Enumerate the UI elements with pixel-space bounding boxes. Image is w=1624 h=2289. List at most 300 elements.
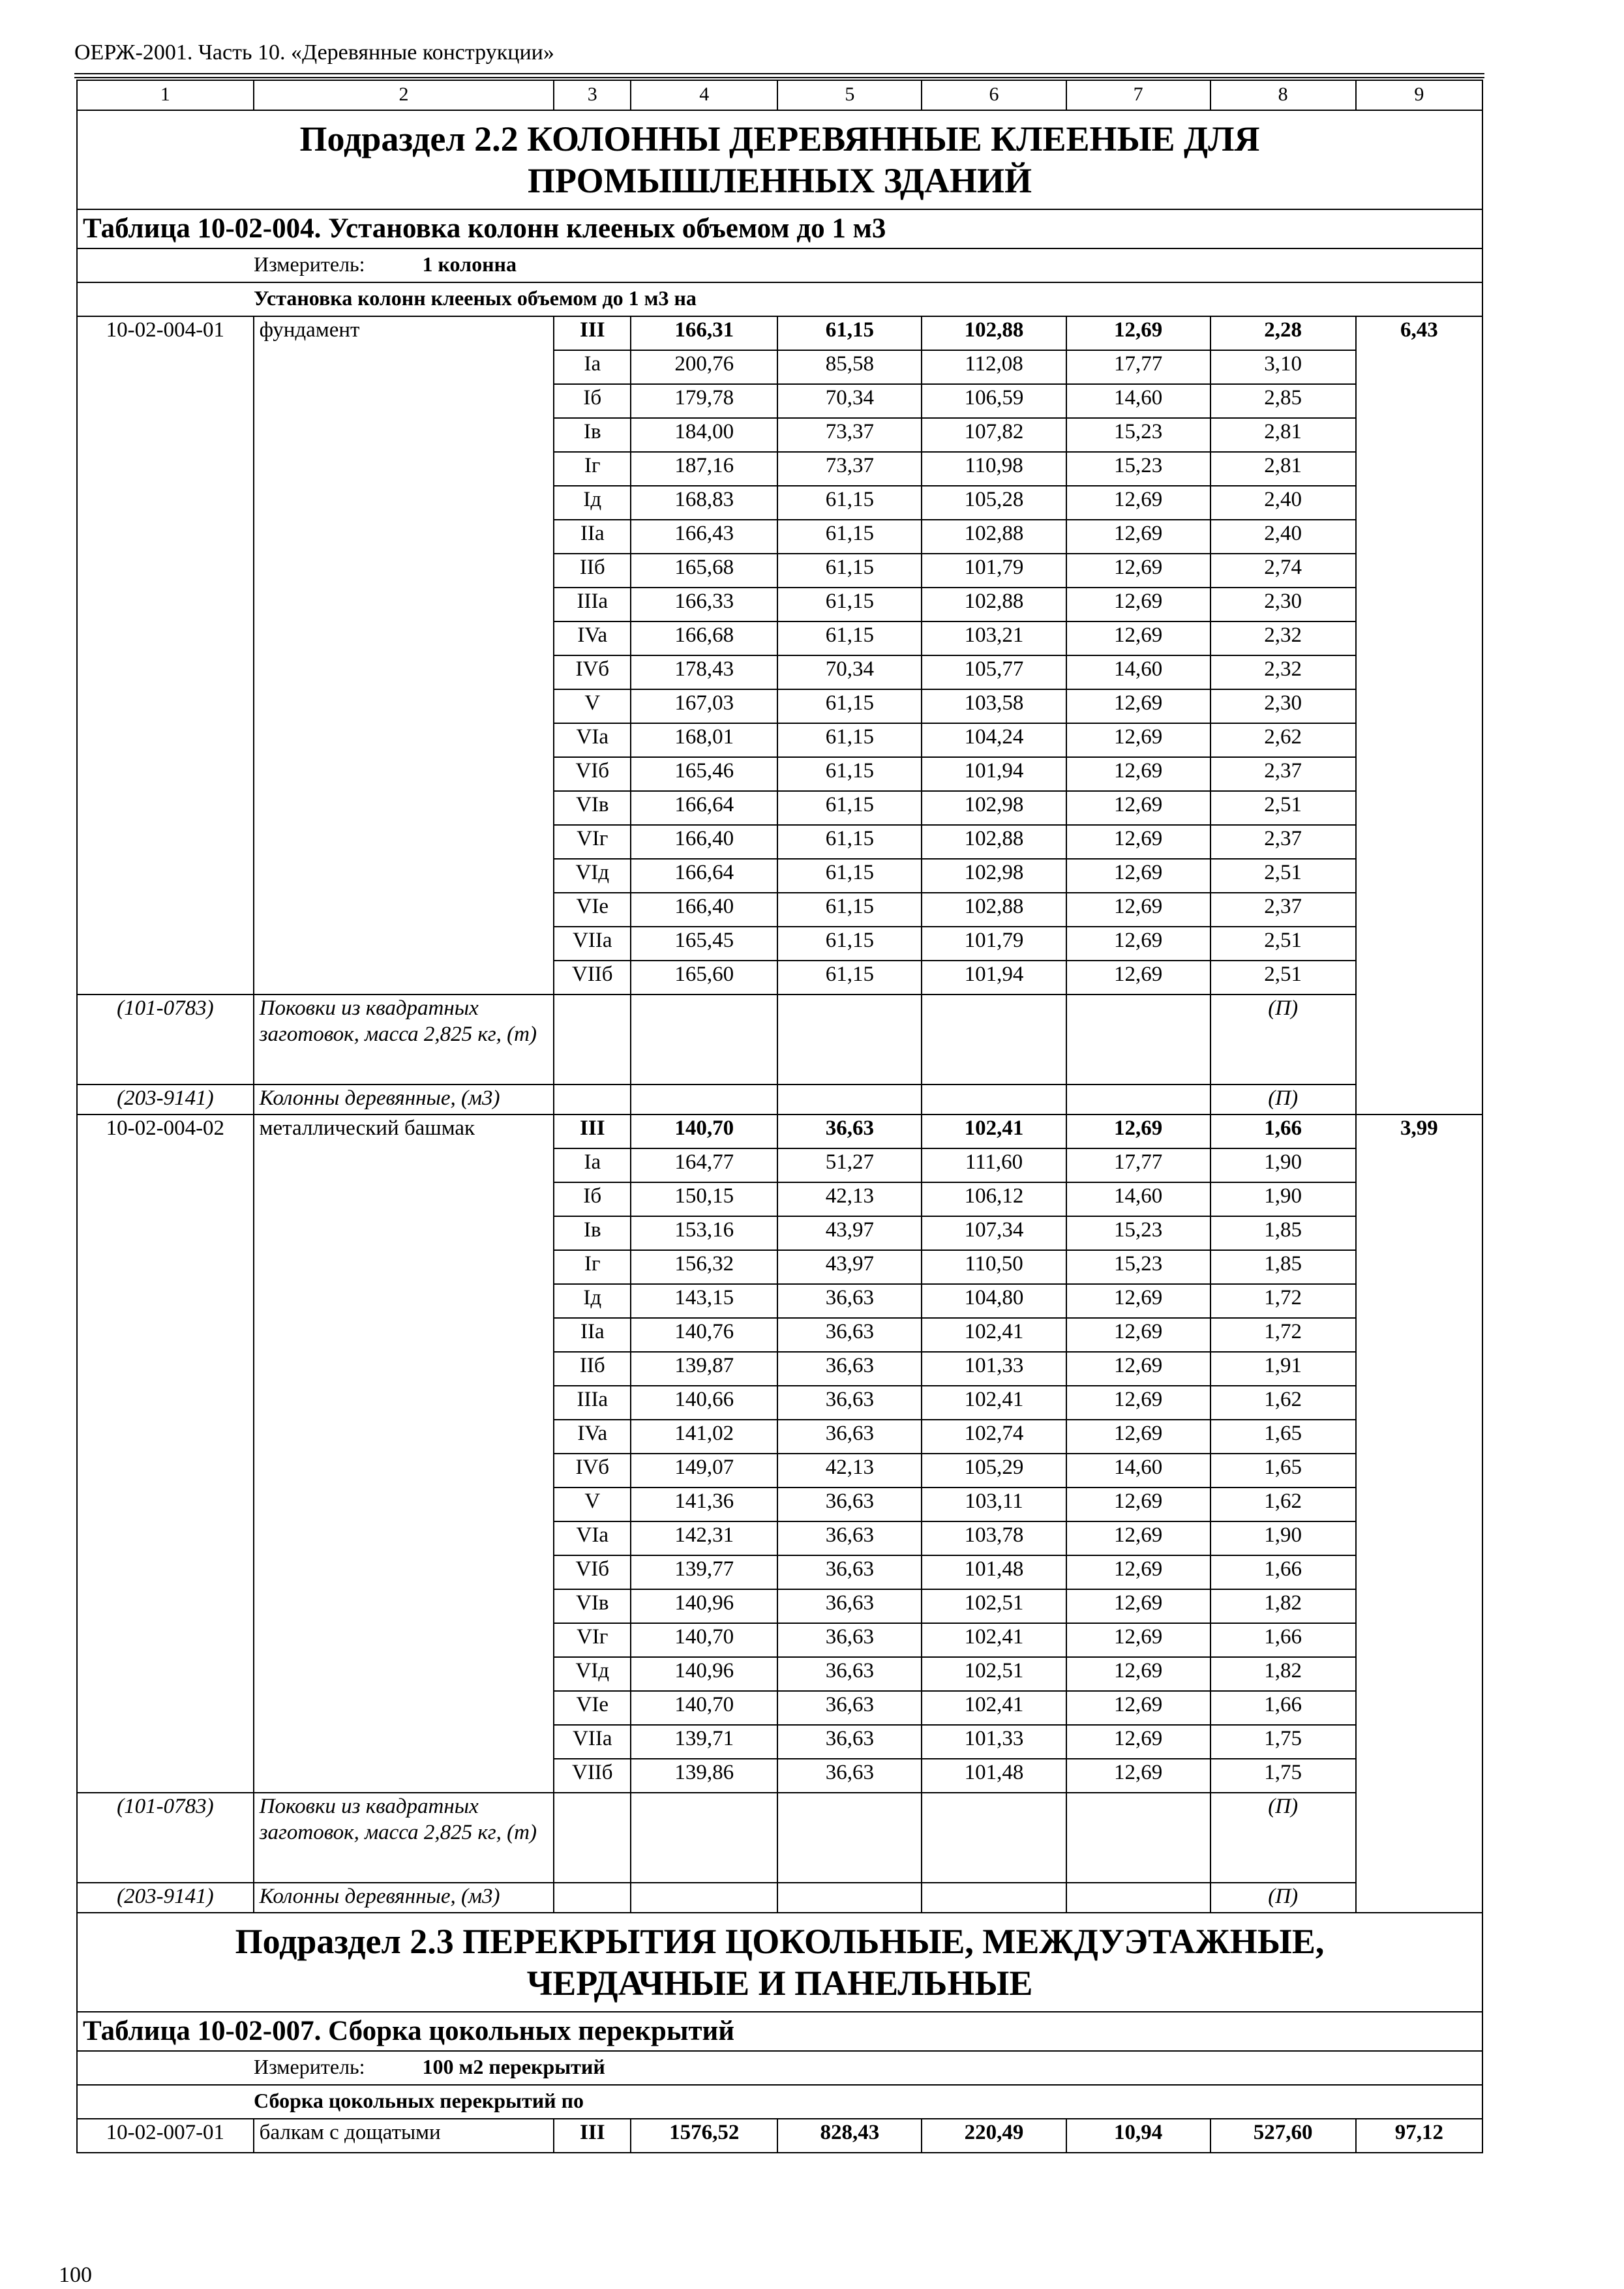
value-cell: 2,40 xyxy=(1210,520,1356,554)
value-cell: 12,69 xyxy=(1066,961,1210,995)
measure-label: Измеритель: xyxy=(254,252,365,276)
value-cell: 12,69 xyxy=(1066,1759,1210,1793)
value-cell: 36,63 xyxy=(777,1657,922,1691)
zone-cell: IVб xyxy=(554,1454,631,1488)
zone-cell: IIa xyxy=(554,1318,631,1352)
value-cell: 165,60 xyxy=(631,961,777,995)
value-cell: 2,74 xyxy=(1210,554,1356,588)
value-cell: 168,83 xyxy=(631,486,777,520)
zone-cell: IVa xyxy=(554,621,631,655)
zone-cell: Iд xyxy=(554,1284,631,1318)
value-cell: 12,69 xyxy=(1066,1657,1210,1691)
zone-cell: VIг xyxy=(554,1623,631,1657)
value-cell: 166,43 xyxy=(631,520,777,554)
empty-cell xyxy=(777,995,922,1085)
empty-cell xyxy=(1066,1883,1210,1913)
table-title-row-2 xyxy=(77,2012,1482,2051)
value-cell: 61,15 xyxy=(777,859,922,893)
value-cell: 104,80 xyxy=(922,1284,1066,1318)
page-header: ОЕРЖ-2001. Часть 10. «Деревянные конструкции» xyxy=(74,40,554,65)
empty-cell xyxy=(777,1793,922,1883)
zone-cell: Iв xyxy=(554,1216,631,1250)
value-cell: 12,69 xyxy=(1066,554,1210,588)
measure-row-2 xyxy=(77,2051,1482,2085)
value-cell: 1,82 xyxy=(1210,1589,1356,1623)
value-cell: 1,72 xyxy=(1210,1318,1356,1352)
value-cell: 143,15 xyxy=(631,1284,777,1318)
value-cell: 17,77 xyxy=(1066,1148,1210,1182)
value-cell: 1,85 xyxy=(1210,1216,1356,1250)
value-cell: 140,70 xyxy=(631,1115,777,1148)
zone-cell: Iб xyxy=(554,384,631,418)
table-title-row xyxy=(77,209,1482,248)
value-cell: 200,76 xyxy=(631,350,777,384)
set-name-row xyxy=(77,282,1482,316)
resource-value: (П) xyxy=(1210,1085,1356,1115)
item-code: 10-02-007-01 xyxy=(77,2119,254,2153)
value-cell: 12,69 xyxy=(1066,927,1210,961)
zone-cell: VIг xyxy=(554,825,631,859)
col-num: 8 xyxy=(1210,80,1356,110)
value-cell: 2,51 xyxy=(1210,927,1356,961)
zone-cell: Iв xyxy=(554,418,631,452)
value-cell: 61,15 xyxy=(777,621,922,655)
item-name: балкам с дощатыми xyxy=(254,2119,554,2153)
value-cell: 36,63 xyxy=(777,1759,922,1793)
total-cell: 3,99 xyxy=(1356,1115,1482,1913)
value-cell: 1576,52 xyxy=(631,2119,777,2153)
value-cell: 12,69 xyxy=(1066,621,1210,655)
value-cell: 12,69 xyxy=(1066,1352,1210,1386)
zone-cell: IIб xyxy=(554,1352,631,1386)
value-cell: 184,00 xyxy=(631,418,777,452)
zone-cell: III xyxy=(554,316,631,350)
measure-value: 1 колонна xyxy=(422,252,517,276)
value-cell: 42,13 xyxy=(777,1182,922,1216)
resource-code: (203-9141) xyxy=(77,1883,254,1913)
rates-table xyxy=(76,80,1483,2153)
value-cell: 36,63 xyxy=(777,1623,922,1657)
value-cell: 220,49 xyxy=(922,2119,1066,2153)
item-code: 10-02-004-01 xyxy=(77,316,254,995)
value-cell: 1,66 xyxy=(1210,1115,1356,1148)
empty-cell xyxy=(922,1085,1066,1115)
empty-cell xyxy=(554,1793,631,1883)
value-cell: 2,85 xyxy=(1210,384,1356,418)
resource-name: Поковки из квадратных заготовок, масса 2,825 кг, (т) xyxy=(254,995,554,1085)
value-cell: 102,88 xyxy=(922,825,1066,859)
zone-cell: IIa xyxy=(554,520,631,554)
value-cell: 139,86 xyxy=(631,1759,777,1793)
value-cell: 2,81 xyxy=(1210,452,1356,486)
zone-cell: Iб xyxy=(554,1182,631,1216)
value-cell: 12,69 xyxy=(1066,791,1210,825)
zone-cell: VIв xyxy=(554,791,631,825)
value-cell: 140,76 xyxy=(631,1318,777,1352)
value-cell: 102,41 xyxy=(922,1115,1066,1148)
value-cell: 61,15 xyxy=(777,723,922,757)
value-cell: 36,63 xyxy=(777,1318,922,1352)
value-cell: 12,69 xyxy=(1066,1691,1210,1725)
empty-cell xyxy=(554,1085,631,1115)
resource-code: (101-0783) xyxy=(77,995,254,1085)
col-num: 4 xyxy=(631,80,777,110)
col-num: 3 xyxy=(554,80,631,110)
value-cell: 1,66 xyxy=(1210,1691,1356,1725)
set-name-row-2 xyxy=(77,2085,1482,2119)
value-cell: 43,97 xyxy=(777,1250,922,1284)
value-cell: 36,63 xyxy=(777,1284,922,1318)
value-cell: 102,41 xyxy=(922,1318,1066,1352)
value-cell: 2,30 xyxy=(1210,689,1356,723)
subsection-title-line1: Подраздел 2.3 ПЕРЕКРЫТИЯ ЦОКОЛЬНЫЕ, МЕЖДУЭТАЖНЫЕ, xyxy=(235,1922,1325,1961)
value-cell: 36,63 xyxy=(777,1555,922,1589)
table-title: Таблица 10-02-004. Установка колонн клееных объемом до 1 м3 xyxy=(77,209,1482,248)
zone-cell: IIб xyxy=(554,554,631,588)
table-title: Таблица 10-02-007. Сборка цокольных перекрытий xyxy=(77,2012,1482,2051)
value-cell: 166,31 xyxy=(631,316,777,350)
zone-cell: Iд xyxy=(554,486,631,520)
value-cell: 2,30 xyxy=(1210,588,1356,621)
value-cell: 139,77 xyxy=(631,1555,777,1589)
value-cell: 2,40 xyxy=(1210,486,1356,520)
value-cell: 12,69 xyxy=(1066,1488,1210,1521)
value-cell: 36,63 xyxy=(777,1420,922,1454)
value-cell: 105,28 xyxy=(922,486,1066,520)
resource-code: (101-0783) xyxy=(77,1793,254,1883)
value-cell: 12,69 xyxy=(1066,893,1210,927)
value-cell: 2,62 xyxy=(1210,723,1356,757)
zone-cell: VIб xyxy=(554,1555,631,1589)
value-cell: 1,65 xyxy=(1210,1454,1356,1488)
value-cell: 2,37 xyxy=(1210,825,1356,859)
value-cell: 1,62 xyxy=(1210,1386,1356,1420)
resource-name: Колонны деревянные, (м3) xyxy=(254,1883,554,1913)
subsection-heading xyxy=(77,110,1482,209)
value-cell: 2,51 xyxy=(1210,961,1356,995)
zone-cell: VIIa xyxy=(554,1725,631,1759)
resource-name: Колонны деревянные, (м3) xyxy=(254,1085,554,1115)
empty-cell xyxy=(631,1793,777,1883)
value-cell: 140,96 xyxy=(631,1589,777,1623)
value-cell: 2,37 xyxy=(1210,757,1356,791)
value-cell: 36,63 xyxy=(777,1691,922,1725)
zone-cell: VIIб xyxy=(554,1759,631,1793)
value-cell: 15,23 xyxy=(1066,1250,1210,1284)
zone-cell: VIIa xyxy=(554,927,631,961)
value-cell: 10,94 xyxy=(1066,2119,1210,2153)
value-cell: 14,60 xyxy=(1066,655,1210,689)
value-cell: 1,65 xyxy=(1210,1420,1356,1454)
value-cell: 1,85 xyxy=(1210,1250,1356,1284)
value-cell: 828,43 xyxy=(777,2119,922,2153)
resource-value: (П) xyxy=(1210,1883,1356,1913)
value-cell: 166,64 xyxy=(631,859,777,893)
resource-value: (П) xyxy=(1210,995,1356,1085)
value-cell: 104,24 xyxy=(922,723,1066,757)
resource-value: (П) xyxy=(1210,1793,1356,1883)
value-cell: 12,69 xyxy=(1066,1589,1210,1623)
value-cell: 12,69 xyxy=(1066,588,1210,621)
value-cell: 1,82 xyxy=(1210,1657,1356,1691)
zone-cell: VIe xyxy=(554,1691,631,1725)
value-cell: 61,15 xyxy=(777,757,922,791)
value-cell: 101,79 xyxy=(922,554,1066,588)
value-cell: 103,78 xyxy=(922,1521,1066,1555)
value-cell: 36,63 xyxy=(777,1521,922,1555)
col-num: 5 xyxy=(777,80,922,110)
resource-name: Поковки из квадратных заготовок, масса 2,825 кг, (т) xyxy=(254,1793,554,1883)
value-cell: 2,37 xyxy=(1210,893,1356,927)
value-cell: 61,15 xyxy=(777,961,922,995)
value-cell: 187,16 xyxy=(631,452,777,486)
resource-row xyxy=(77,995,1482,1085)
column-number-row xyxy=(77,80,1482,110)
value-cell: 107,82 xyxy=(922,418,1066,452)
value-cell: 140,70 xyxy=(631,1623,777,1657)
value-cell: 179,78 xyxy=(631,384,777,418)
value-cell: 142,31 xyxy=(631,1521,777,1555)
value-cell: 15,23 xyxy=(1066,1216,1210,1250)
zone-cell: Iг xyxy=(554,452,631,486)
zone-cell: IIIa xyxy=(554,588,631,621)
value-cell: 102,41 xyxy=(922,1623,1066,1657)
value-cell: 112,08 xyxy=(922,350,1066,384)
value-cell: 110,50 xyxy=(922,1250,1066,1284)
value-cell: 1,66 xyxy=(1210,1623,1356,1657)
value-cell: 156,32 xyxy=(631,1250,777,1284)
empty-cell xyxy=(631,1085,777,1115)
value-cell: 168,01 xyxy=(631,723,777,757)
subsection-title-line1: Подраздел 2.2 КОЛОННЫ ДЕРЕВЯННЫЕ КЛЕЕНЫЕ ДЛЯ xyxy=(299,119,1260,158)
col-num: 9 xyxy=(1356,80,1482,110)
zone-cell: VIв xyxy=(554,1589,631,1623)
value-cell: 73,37 xyxy=(777,418,922,452)
zone-cell: VIe xyxy=(554,893,631,927)
value-cell: 178,43 xyxy=(631,655,777,689)
value-cell: 36,63 xyxy=(777,1386,922,1420)
value-cell: 102,98 xyxy=(922,791,1066,825)
value-cell: 102,51 xyxy=(922,1589,1066,1623)
value-cell: 107,34 xyxy=(922,1216,1066,1250)
value-cell: 12,69 xyxy=(1066,1386,1210,1420)
value-cell: 12,69 xyxy=(1066,1115,1210,1148)
value-cell: 36,63 xyxy=(777,1115,922,1148)
value-cell: 61,15 xyxy=(777,689,922,723)
value-cell: 2,28 xyxy=(1210,316,1356,350)
value-cell: 102,88 xyxy=(922,588,1066,621)
value-cell: 12,69 xyxy=(1066,1623,1210,1657)
zone-cell: IVб xyxy=(554,655,631,689)
item-name: фундамент xyxy=(254,316,554,995)
col-num: 1 xyxy=(77,80,254,110)
value-cell: 141,02 xyxy=(631,1420,777,1454)
resource-row xyxy=(77,1883,1482,1913)
value-cell: 42,13 xyxy=(777,1454,922,1488)
value-cell: 61,15 xyxy=(777,588,922,621)
zone-cell: VIб xyxy=(554,757,631,791)
value-cell: 2,81 xyxy=(1210,418,1356,452)
value-cell: 102,74 xyxy=(922,1420,1066,1454)
value-cell: 12,69 xyxy=(1066,859,1210,893)
zone-cell: V xyxy=(554,1488,631,1521)
value-cell: 70,34 xyxy=(777,655,922,689)
col-num: 7 xyxy=(1066,80,1210,110)
value-cell: 165,46 xyxy=(631,757,777,791)
col-num: 2 xyxy=(254,80,554,110)
zone-cell: VIд xyxy=(554,1657,631,1691)
value-cell: 85,58 xyxy=(777,350,922,384)
value-cell: 14,60 xyxy=(1066,384,1210,418)
zone-cell: IVa xyxy=(554,1420,631,1454)
value-cell: 153,16 xyxy=(631,1216,777,1250)
item-code: 10-02-004-02 xyxy=(77,1115,254,1793)
value-cell: 101,79 xyxy=(922,927,1066,961)
zone-cell: IIIa xyxy=(554,1386,631,1420)
value-cell: 12,69 xyxy=(1066,520,1210,554)
value-cell: 2,51 xyxy=(1210,859,1356,893)
value-cell: 101,94 xyxy=(922,757,1066,791)
value-cell: 36,63 xyxy=(777,1725,922,1759)
measure-value: 100 м2 перекрытий xyxy=(422,2055,605,2078)
value-cell: 3,10 xyxy=(1210,350,1356,384)
value-cell: 102,51 xyxy=(922,1657,1066,1691)
value-cell: 61,15 xyxy=(777,486,922,520)
zone-cell: Ia xyxy=(554,350,631,384)
value-cell: 149,07 xyxy=(631,1454,777,1488)
value-cell: 166,33 xyxy=(631,588,777,621)
value-cell: 61,15 xyxy=(777,825,922,859)
value-cell: 1,90 xyxy=(1210,1521,1356,1555)
table-row xyxy=(77,316,1482,350)
set-name: Сборка цокольных перекрытий по xyxy=(77,2085,1482,2119)
value-cell: 101,48 xyxy=(922,1759,1066,1793)
value-cell: 103,21 xyxy=(922,621,1066,655)
value-cell: 1,66 xyxy=(1210,1555,1356,1589)
value-cell: 2,32 xyxy=(1210,621,1356,655)
value-cell: 165,68 xyxy=(631,554,777,588)
value-cell: 36,63 xyxy=(777,1488,922,1521)
value-cell: 1,62 xyxy=(1210,1488,1356,1521)
value-cell: 110,98 xyxy=(922,452,1066,486)
measure-label: Измеритель: xyxy=(254,2055,365,2078)
value-cell: 15,23 xyxy=(1066,452,1210,486)
value-cell: 2,32 xyxy=(1210,655,1356,689)
value-cell: 106,59 xyxy=(922,384,1066,418)
measure-row xyxy=(77,248,1482,282)
empty-cell xyxy=(777,1883,922,1913)
value-cell: 36,63 xyxy=(777,1589,922,1623)
set-name: Установка колонн клееных объемом до 1 м3 на xyxy=(77,282,1482,316)
value-cell: 166,64 xyxy=(631,791,777,825)
value-cell: 103,58 xyxy=(922,689,1066,723)
value-cell: 1,75 xyxy=(1210,1759,1356,1793)
value-cell: 166,40 xyxy=(631,825,777,859)
table-row xyxy=(77,2119,1482,2153)
subsection-heading-2 xyxy=(77,1913,1482,2012)
empty-cell xyxy=(922,1793,1066,1883)
value-cell: 61,15 xyxy=(777,927,922,961)
header-rule-second xyxy=(74,77,1484,78)
value-cell: 12,69 xyxy=(1066,1420,1210,1454)
value-cell: 2,51 xyxy=(1210,791,1356,825)
value-cell: 140,66 xyxy=(631,1386,777,1420)
page-number: 100 xyxy=(59,2263,92,2287)
value-cell: 105,29 xyxy=(922,1454,1066,1488)
value-cell: 102,88 xyxy=(922,520,1066,554)
zone-cell: VIIб xyxy=(554,961,631,995)
empty-cell xyxy=(554,995,631,1085)
value-cell: 141,36 xyxy=(631,1488,777,1521)
value-cell: 139,71 xyxy=(631,1725,777,1759)
value-cell: 12,69 xyxy=(1066,825,1210,859)
value-cell: 70,34 xyxy=(777,384,922,418)
value-cell: 14,60 xyxy=(1066,1454,1210,1488)
value-cell: 12,69 xyxy=(1066,486,1210,520)
total-cell: 97,12 xyxy=(1356,2119,1482,2153)
value-cell: 102,41 xyxy=(922,1386,1066,1420)
value-cell: 103,11 xyxy=(922,1488,1066,1521)
value-cell: 61,15 xyxy=(777,554,922,588)
resource-row xyxy=(77,1085,1482,1115)
value-cell: 139,87 xyxy=(631,1352,777,1386)
value-cell: 12,69 xyxy=(1066,757,1210,791)
value-cell: 43,97 xyxy=(777,1216,922,1250)
value-cell: 73,37 xyxy=(777,452,922,486)
empty-cell xyxy=(554,1883,631,1913)
zone-cell: Ia xyxy=(554,1148,631,1182)
value-cell: 1,72 xyxy=(1210,1284,1356,1318)
value-cell: 140,96 xyxy=(631,1657,777,1691)
value-cell: 12,69 xyxy=(1066,1725,1210,1759)
value-cell: 12,69 xyxy=(1066,1521,1210,1555)
value-cell: 150,15 xyxy=(631,1182,777,1216)
value-cell: 12,69 xyxy=(1066,689,1210,723)
value-cell: 111,60 xyxy=(922,1148,1066,1182)
value-cell: 14,60 xyxy=(1066,1182,1210,1216)
value-cell: 1,91 xyxy=(1210,1352,1356,1386)
value-cell: 15,23 xyxy=(1066,418,1210,452)
empty-cell xyxy=(1066,1793,1210,1883)
value-cell: 101,94 xyxy=(922,961,1066,995)
table-row xyxy=(77,1115,1482,1148)
empty-cell xyxy=(631,1883,777,1913)
empty-cell xyxy=(631,995,777,1085)
value-cell: 1,90 xyxy=(1210,1182,1356,1216)
zone-cell: Iг xyxy=(554,1250,631,1284)
value-cell: 102,88 xyxy=(922,893,1066,927)
value-cell: 140,70 xyxy=(631,1691,777,1725)
value-cell: 166,68 xyxy=(631,621,777,655)
value-cell: 166,40 xyxy=(631,893,777,927)
rates-table-body xyxy=(77,80,1482,2153)
value-cell: 12,69 xyxy=(1066,1318,1210,1352)
value-cell: 102,88 xyxy=(922,316,1066,350)
empty-cell xyxy=(1066,995,1210,1085)
value-cell: 101,33 xyxy=(922,1352,1066,1386)
zone-cell: VIд xyxy=(554,859,631,893)
value-cell: 105,77 xyxy=(922,655,1066,689)
value-cell: 164,77 xyxy=(631,1148,777,1182)
value-cell: 12,69 xyxy=(1066,1284,1210,1318)
value-cell: 61,15 xyxy=(777,316,922,350)
col-num: 6 xyxy=(922,80,1066,110)
empty-cell xyxy=(922,995,1066,1085)
empty-cell xyxy=(922,1883,1066,1913)
item-name: металлический башмак xyxy=(254,1115,554,1793)
zone-cell: VIa xyxy=(554,1521,631,1555)
value-cell: 106,12 xyxy=(922,1182,1066,1216)
